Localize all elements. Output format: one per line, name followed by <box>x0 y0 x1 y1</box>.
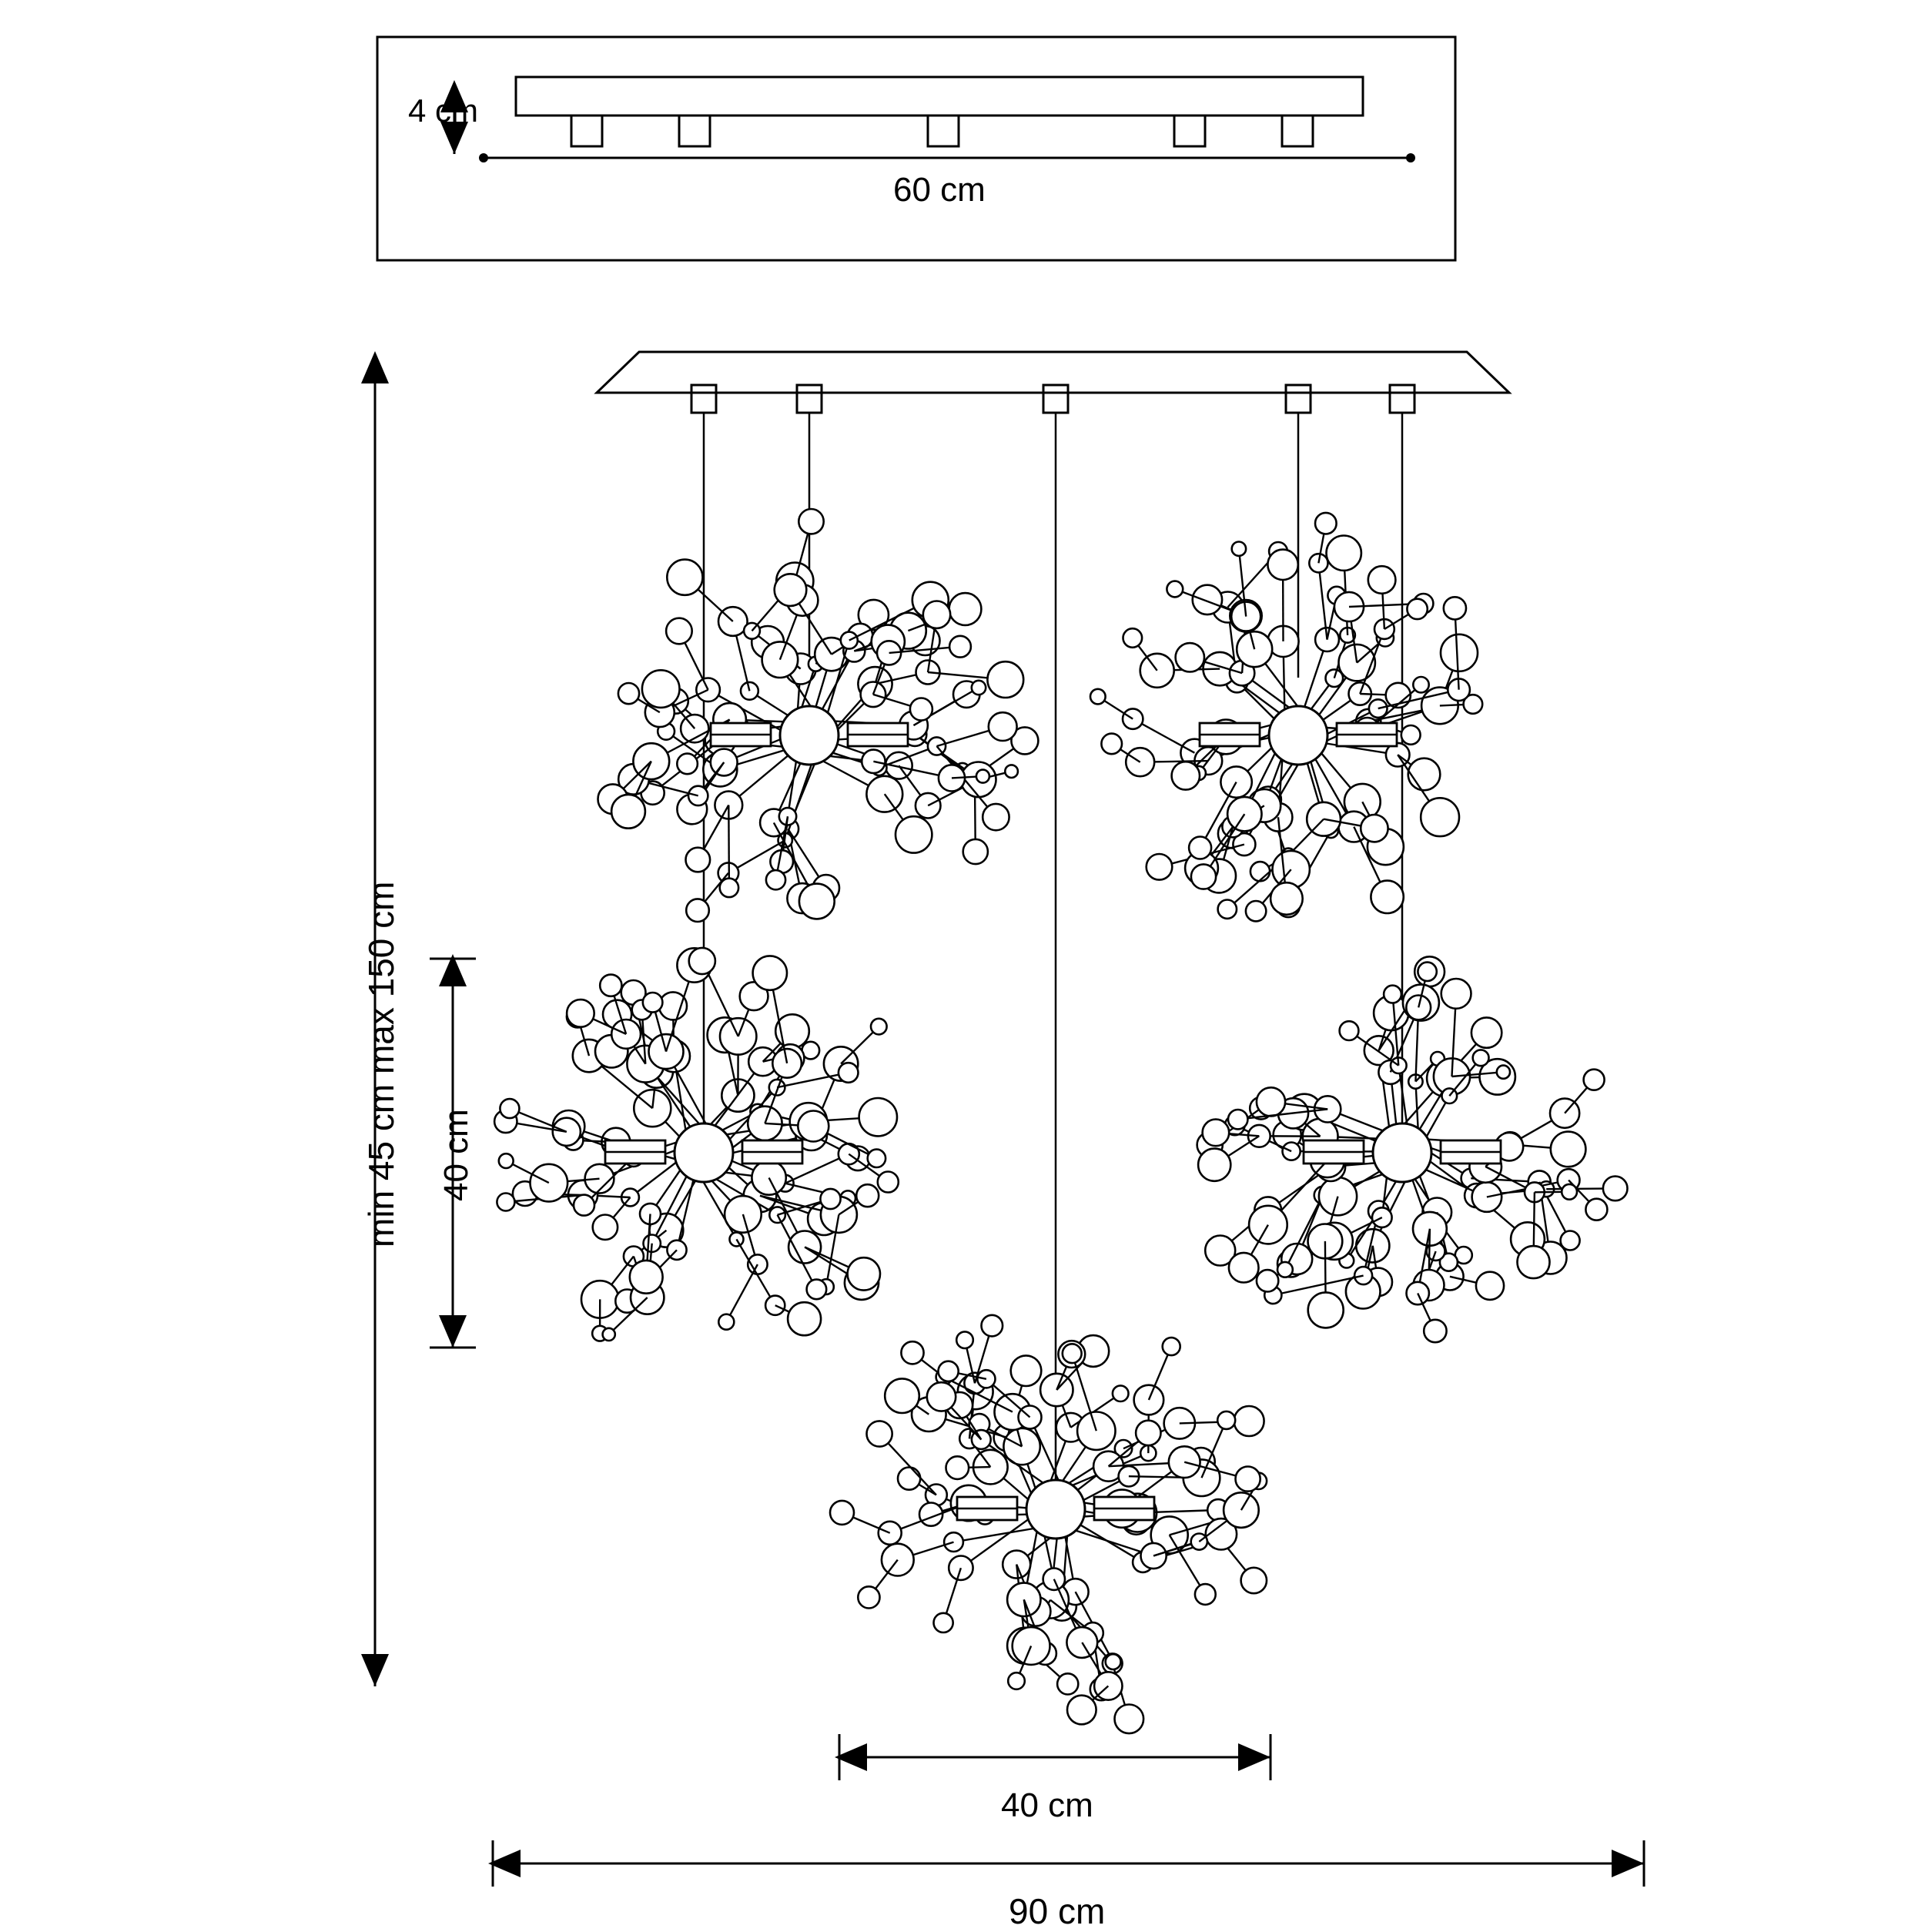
cluster-hub <box>1373 1123 1431 1182</box>
pendant-cluster <box>1090 513 1482 922</box>
top-view-group <box>377 37 1455 260</box>
label-sphere-width: 40 cm <box>1001 1786 1093 1825</box>
dim-dot <box>1406 153 1415 162</box>
canopy-bar <box>516 77 1363 116</box>
cluster-hub <box>1269 706 1327 765</box>
front-view-group <box>597 352 1509 1509</box>
pendant-mount <box>1390 385 1414 413</box>
pendant-mount <box>691 385 716 413</box>
canopy-mount <box>928 116 959 146</box>
pendant-mount <box>797 385 822 413</box>
pendant-cluster <box>494 948 899 1341</box>
label-suspension-drop: min 45 cm max 150 cm <box>360 882 402 1247</box>
canopy-mount <box>679 116 710 146</box>
label-canopy-height: 4 cm <box>408 92 478 129</box>
pendant-cluster <box>598 509 1039 922</box>
label-overall-width: 90 cm <box>1009 1890 1105 1932</box>
label-sphere-height: 40 cm <box>437 1109 476 1201</box>
pendant-mount <box>1286 385 1311 413</box>
pendant-cluster <box>1197 956 1628 1342</box>
cluster-hub <box>675 1123 733 1182</box>
top-view-frame <box>377 37 1455 260</box>
main-canopy <box>597 352 1509 393</box>
dim-dot <box>479 153 488 162</box>
canopy-mount <box>1282 116 1313 146</box>
pendant-cluster <box>830 1315 1267 1733</box>
cluster-hub <box>1026 1480 1085 1539</box>
label-canopy-length: 60 cm <box>893 171 986 209</box>
cluster-hub <box>780 706 839 765</box>
canopy-mount <box>571 116 602 146</box>
pendant-mount <box>1043 385 1068 413</box>
canopy-mount <box>1174 116 1205 146</box>
